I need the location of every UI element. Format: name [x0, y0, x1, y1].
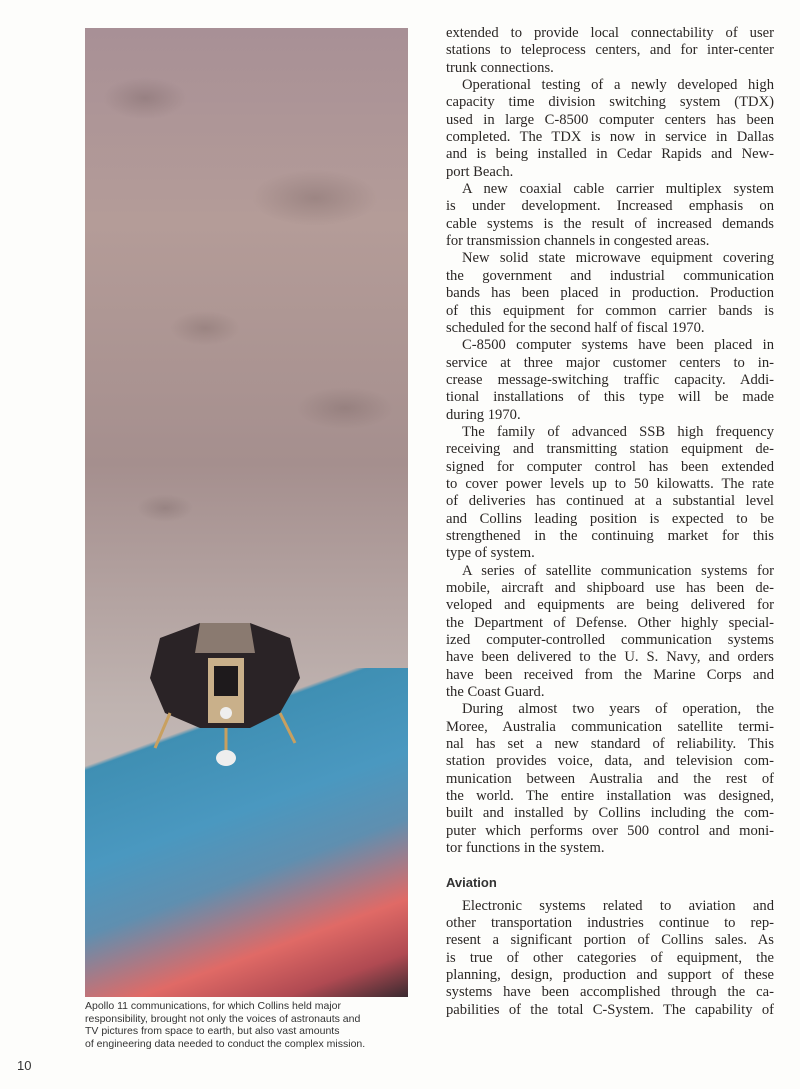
text-line: built and installed by Collins including the com-	[446, 805, 774, 822]
text-line: the world. The entire installation was designed,	[446, 788, 774, 805]
text-line: station provides voice, data, and television com-	[446, 753, 774, 770]
text-line: munication between Australia and the rest of	[446, 770, 774, 787]
text-line: type of system.	[446, 545, 535, 562]
text-line: During almost two years of operation, the	[462, 701, 774, 718]
text-line: scheduled for the second half of fiscal 1970.	[446, 319, 705, 336]
text-line: Moree, Australia communication satellite termi-	[446, 718, 774, 735]
caption-line: TV pictures from space to earth, but also vast amounts	[85, 1025, 340, 1037]
text-line: The family of advanced SSB high frequency	[462, 423, 774, 440]
text-line: to cover power levels up to 50 kilowatts. The rate	[446, 475, 774, 492]
text-line: the Coast Guard.	[446, 684, 545, 701]
text-line: A series of satellite communication systems for	[462, 562, 774, 579]
text-line: trunk connections.	[446, 59, 554, 76]
text-line: the government and industrial communication	[446, 267, 774, 284]
text-line: veloped and equipments are being delivered for	[446, 597, 774, 614]
text-line: and Collins leading position is expected to be	[446, 510, 774, 527]
text-line: mobile, aircraft and shipboard use has been de-	[446, 580, 774, 596]
text-line: Electronic systems related to aviation and	[462, 897, 774, 914]
body-text-column	[446, 25, 774, 1019]
paragraph	[446, 898, 774, 1019]
text-line: tor functions in the system.	[446, 840, 605, 857]
text-line: have been delivered to the U. S. Navy, and orders	[446, 649, 774, 666]
paragraph	[446, 701, 774, 857]
text-line: bands has been placed in production. Production	[446, 285, 774, 302]
text-line: capacity time division switching system (TDX)	[446, 94, 774, 111]
caption-line: of engineering data needed to conduct the complex mission.	[85, 1037, 366, 1050]
paragraph	[446, 77, 774, 181]
paragraph	[446, 250, 774, 337]
text-line: service at three major customer centers to in-	[446, 354, 774, 371]
text-line: puter which performs over 500 control and moni-	[446, 822, 774, 839]
text-line: of this equipment for common carrier bands is	[446, 302, 774, 319]
body-paragraphs	[446, 25, 774, 858]
text-line: ized computer-controlled communication systems	[446, 632, 774, 649]
text-line: have been received from the Marine Corps and	[446, 666, 774, 683]
text-line: nal has set a new standard of reliability. This	[446, 736, 774, 753]
text-line: is under development. Increased emphasis on	[446, 198, 774, 215]
text-line: resent a significant portion of Collins sales. As	[446, 932, 774, 949]
text-line: receiving and transmitting station equipment de-	[446, 441, 774, 458]
text-line: extended to provide local connectability of user	[446, 25, 774, 41]
text-line: planning, design, production and support of these	[446, 966, 774, 983]
text-line: tional installations of this type will be made	[446, 389, 774, 406]
text-line: completed. The TDX is now in service in Dallas	[446, 129, 774, 146]
text-line: pabilities of the total C-System. The capability of	[446, 1001, 774, 1018]
text-line: and is being installed in Cedar Rapids and New-	[446, 146, 774, 163]
text-line: used in large C-8500 computer centers has been	[446, 111, 774, 128]
paragraph	[446, 337, 774, 424]
paragraph	[446, 181, 774, 250]
text-line: during 1970.	[446, 406, 521, 423]
apollo-lunar-module-photo	[85, 28, 408, 997]
text-line: A new coaxial cable carrier multiplex system	[462, 181, 774, 198]
text-line: cable systems is the result of increased demands	[446, 215, 774, 232]
text-line: stations to teleprocess centers, and for inter-center	[446, 42, 774, 59]
caption-line: responsibility, brought not only the voices of astronauts and	[85, 1012, 361, 1025]
text-line: New solid state microwave equipment covering	[462, 250, 774, 267]
text-line: Operational testing of a newly developed high	[462, 77, 774, 94]
text-line: systems have been accomplished through the ca-	[446, 984, 774, 1001]
text-line: strengthened in the continuing market for this	[446, 527, 774, 544]
text-line: crease message-switching traffic capacity. Addi-	[446, 371, 774, 388]
text-line: the Department of Defense. Other highly special-	[446, 614, 774, 631]
text-line: C-8500 computer systems have been placed in	[462, 337, 774, 354]
paragraph	[446, 424, 774, 563]
lunar-module-image	[140, 618, 305, 768]
aviation-paragraph	[446, 898, 774, 1019]
text-line: for transmission channels in congested areas.	[446, 233, 710, 250]
photo-caption	[85, 1000, 365, 1050]
caption-line: Apollo 11 communications, for which Collins held major	[85, 1000, 342, 1012]
paragraph	[446, 563, 774, 702]
text-line: port Beach.	[446, 163, 514, 180]
section-heading: Aviation	[446, 874, 497, 890]
text-line: is true of other categories of equipment, the	[446, 949, 774, 966]
paragraph	[446, 25, 774, 77]
text-line: of deliveries has continued at a substantial level	[446, 493, 774, 510]
text-line: other transportation industries continue to rep-	[446, 914, 774, 931]
text-line: signed for computer control has been extended	[446, 458, 774, 475]
page-number: 10	[17, 1058, 32, 1073]
